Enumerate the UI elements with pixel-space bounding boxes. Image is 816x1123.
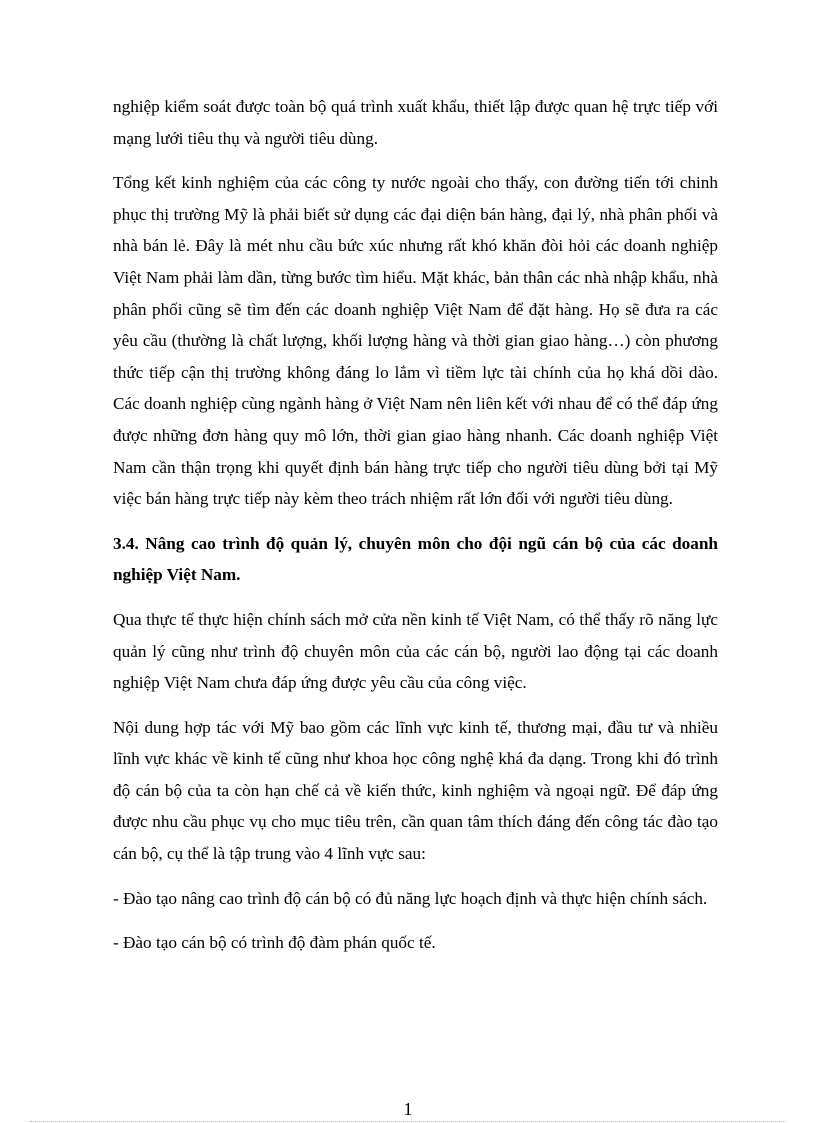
paragraph-continuation: nghiệp kiểm soát được toàn bộ quá trình xuất khẩu, thiết lập được quan hệ trực tiếp với mạng lưới tiêu thụ và người tiêu dùng. xyxy=(113,97,718,148)
section-heading: 3.4. Nâng cao trình độ quản lý, chuyên môn cho đội ngũ cán bộ của các doanh nghiệp Việt Nam. xyxy=(113,533,718,585)
list-item-negotiation-training: - Đào tạo cán bộ có trình độ đàm phán quốc tế. xyxy=(113,933,436,953)
paragraph-experience-summary: Tổng kết kinh nghiệm của các công ty nước ngoài cho thấy, con đường tiến tới chinh phục thị trường Mỹ là phải biết sử dụng các đại diện bán hàng, đại lý, nhà phân phối và nhà bán lẻ. Đây là mét nhu cầu bức xúc nhưng rất khó khăn đòi hỏi các doanh nghiệp Việt Nam phải làm dần, từng bước tìm hiểu. Mặt khác, bản thân các nhà nhập khẩu, nhà phân phối cũng sẽ tìm đến các doanh nghiệp Việt Nam để đặt hàng. Họ sẽ đưa ra các yêu cầu (thường là chất lượng, khối lượng hàng và thời gian giao hàng…) còn phương thức tiếp cận thị trường không đáng lo lắm vì tiềm lực tài chính của họ khá dồi dào. Các doanh nghiệp cùng ngành hàng ở Việt Nam nên liên kết với nhau để có thể đáp ứng được những đơn hàng quy mô lớn, thời gian giao hàng nhanh. Các doanh nghiệp Việt Nam cần thận trọng khi quyết định bán hàng trực tiếp cho người tiêu dùng bởi tại Mỹ việc bán hàng trực tiếp này kèm theo trách nhiệm rất lớn đối với người tiêu dùng. xyxy=(113,173,718,509)
list-item-policy-training: - Đào tạo nâng cao trình độ cán bộ có đủ năng lực hoạch định và thực hiện chính sách. xyxy=(113,888,708,908)
footer-divider xyxy=(30,1121,786,1122)
paragraph-cooperation-content: Nội dung hợp tác với Mỹ bao gồm các lĩnh vực kinh tế, thương mại, đầu tư và nhiều lĩnh vực khác về kinh tế cũng như khoa học công nghệ khá đa dạng. Trong khi đó trình độ cán bộ của ta còn hạn chế cả về kiến thức, kinh nghiệm và ngoại ngữ. Để đáp ứng được nhu cầu phục vụ cho mục tiêu trên, cần quan tâm thích đáng đến công tác đào tạo cán bộ, cụ thể là tập trung vào 4 lĩnh vực sau: xyxy=(113,717,718,864)
document-body xyxy=(113,91,718,972)
paragraph-management-capacity: Qua thực tế thực hiện chính sách mở cửa nền kinh tế Việt Nam, có thể thấy rõ năng lực quản lý cũng như trình độ chuyên môn của các cán bộ, người lao động tại các doanh nghiệp Việt Nam chưa đáp ứng được yêu cầu của công việc. xyxy=(113,609,718,693)
page-number: 1 xyxy=(403,1099,413,1119)
